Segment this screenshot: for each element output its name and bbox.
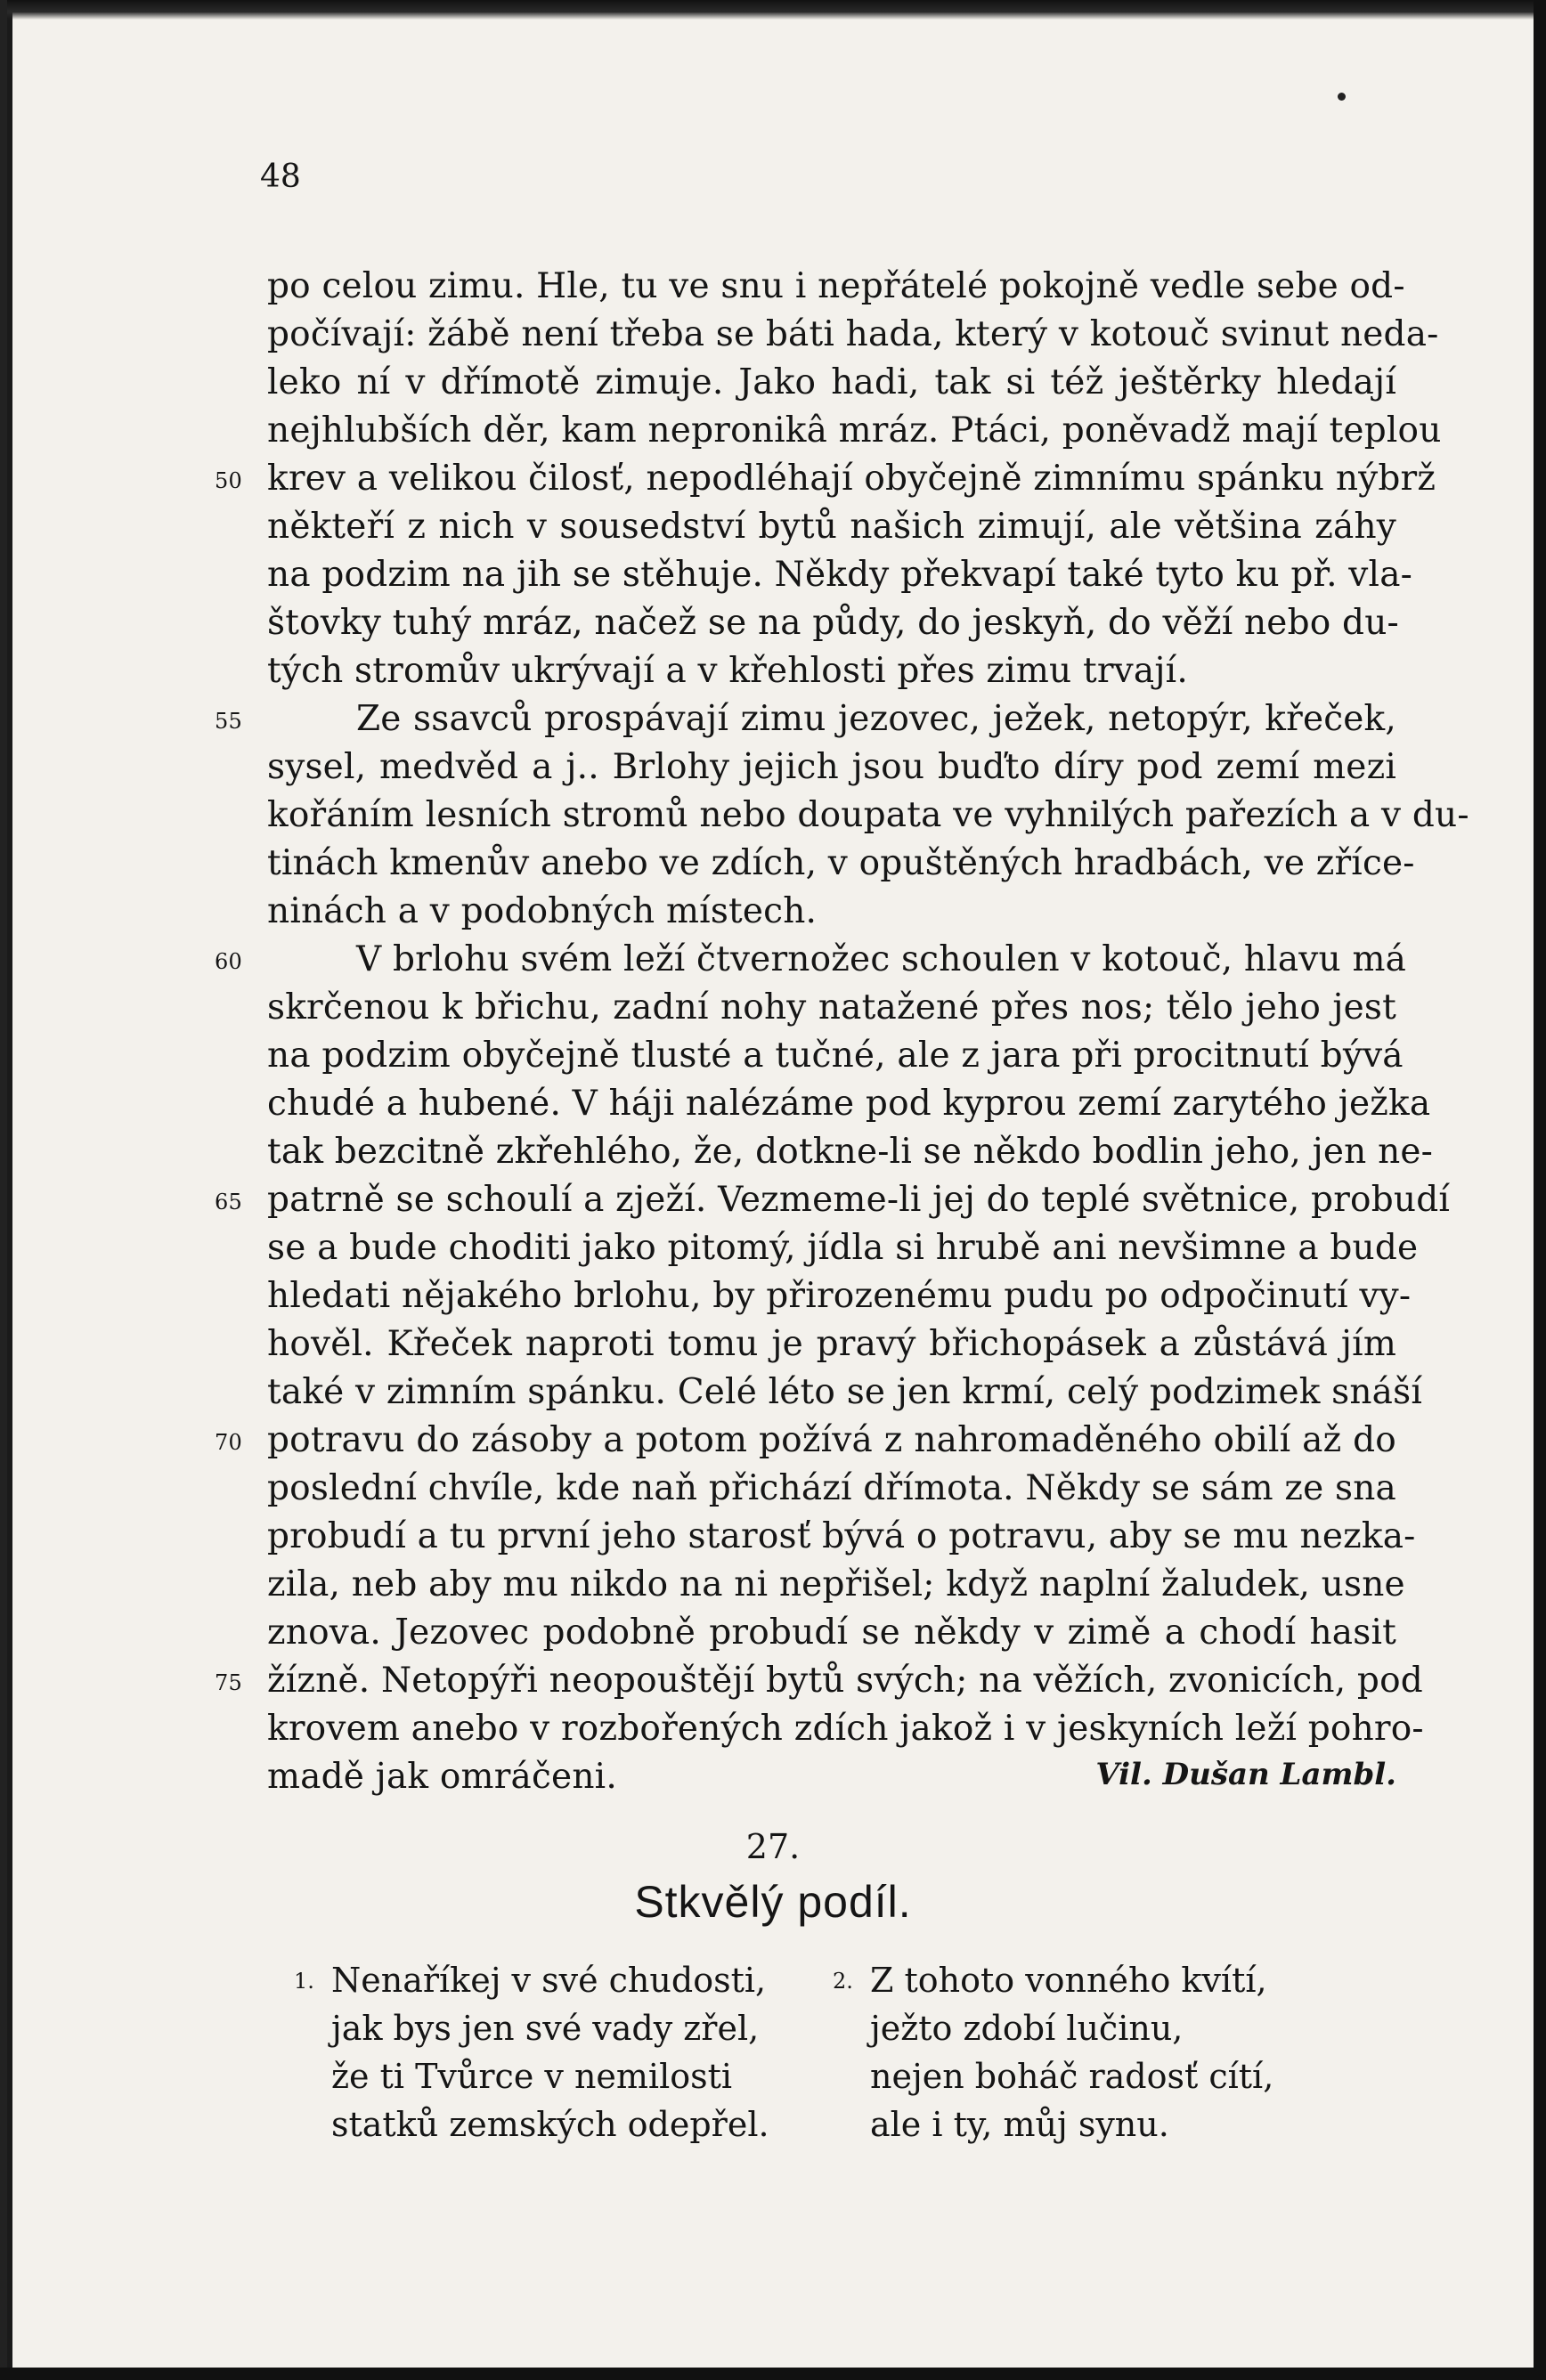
verse-line: statků zemských odepřel. (331, 2105, 769, 2144)
line-number: 50 (215, 468, 242, 493)
scan-speck (1338, 93, 1346, 101)
text-line (267, 1080, 1431, 1128)
text-line (267, 743, 1396, 792)
text-line-content: poslední chvíle, kde naň přichází dřímota. Někdy se sám ze sna (267, 1468, 1396, 1508)
text-line (267, 1128, 1434, 1176)
text-line (215, 936, 1407, 984)
text-line (215, 455, 1436, 503)
author-signature: Vil. Dušan Lambl. (1095, 1757, 1396, 1792)
text-line (267, 1032, 1404, 1080)
scan-border-top (0, 0, 1546, 20)
text-line (267, 1224, 1419, 1272)
text-line (215, 1176, 1451, 1224)
verse-line: ale i ty, můj synu. (870, 2105, 1169, 2144)
verse-line: nejen boháč radosť cítí, (870, 2057, 1274, 2096)
text-line-content: chudé a hubené. V háji nalézáme pod kyprou zemí zarytého ježka (267, 1084, 1431, 1124)
text-line-content: hledati nějakého brlohu, by přirozenému pudu po odpočinutí vy- (267, 1276, 1412, 1316)
line-number: 75 (215, 1670, 242, 1695)
text-line (267, 984, 1396, 1032)
text-line-content: V brlohu svém leží čtvernožec schoulen v kotouč, hlavu má (356, 939, 1407, 979)
text-line-content: krovem anebo v rozbořených zdích jakož i v jeskyních leží pohro- (267, 1709, 1424, 1749)
text-line-content: skrčenou k břichu, zadní nohy natažené přes nos; tělo jeho jest (267, 987, 1396, 1028)
text-line-content: žízně. Netopýři neopouštějí bytů svých; na věžích, zvonicích, pod (267, 1661, 1423, 1701)
text-line-content: po celou zimu. Hle, tu ve snu i nepřátelé pokojně vedle sebe od- (267, 266, 1405, 306)
text-line-content: znova. Jezovec podobně probudí se někdy v zimě a chodí hasit (267, 1612, 1396, 1653)
line-number: 60 (215, 949, 242, 974)
text-line (267, 647, 1396, 695)
body-text (215, 263, 1469, 1801)
verse-line: že ti Tvůrce v nemilosti (331, 2057, 733, 2096)
text-line (215, 1657, 1423, 1705)
text-line-content: tinách kmenův anebo ve zdích, v opuštěných hradbách, ve zříce- (267, 843, 1415, 883)
text-line-content: patrně se schoulí a zježí. Vezmeme-li jej do teplé světnice, probudí (267, 1180, 1451, 1220)
text-line-content: tých stromův ukrývají a v křehlosti přes zimu trvají. (267, 651, 1188, 691)
text-line-content: potravu do zásoby a potom požívá z nahromaděného obilí až do (267, 1420, 1396, 1460)
text-line (267, 407, 1442, 455)
text-line-content: tak bezcitně zkřehlého, že, dotkne-li se někdo bodlin jeho, jen ne- (267, 1132, 1434, 1172)
text-line-content: nejhlubších děr, kam nepronikâ mráz. Ptáci, poněvadž mají teplou (267, 410, 1442, 451)
text-line-content: zila, neb aby mu nikdo na ni nepřišel; když naplní žaludek, usne (267, 1564, 1405, 1604)
poem-number: 27. (745, 1827, 801, 1866)
scan-border-bottom (0, 2368, 1546, 2380)
verse-line: Nenaříkej v své chudosti, (331, 1961, 767, 2000)
text-line (267, 840, 1415, 888)
scan-border-right (1534, 0, 1546, 2380)
stanza-2 (833, 1956, 1273, 2148)
text-line (267, 503, 1396, 551)
verse-line: ježto zdobí lučinu, (870, 2009, 1184, 2048)
text-line (215, 1417, 1396, 1465)
text-line (267, 1320, 1396, 1369)
text-line (267, 1609, 1396, 1657)
text-line-content: probudí a tu první jeho starosť bývá o potravu, aby se mu nezka- (267, 1516, 1416, 1556)
text-line (267, 1513, 1416, 1561)
text-line (267, 1272, 1412, 1320)
text-line (267, 1561, 1405, 1609)
text-line (267, 311, 1439, 359)
text-line-content: krev a velikou čilosť, nepodléhají obyčejně zimnímu spánku nýbrž (267, 459, 1436, 499)
text-line-content: hověl. Křeček naproti tomu je pravý břichopásek a zůstává jím (267, 1324, 1396, 1364)
verse-line: jak bys jen své vady zřel, (331, 2009, 760, 2048)
text-line-content: štovky tuhý mráz, načež se na půdy, do jeskyň, do věží nebo du- (267, 603, 1399, 643)
text-line (267, 888, 1396, 936)
stanza-1 (294, 1956, 769, 2148)
text-line (267, 551, 1413, 599)
verse-line: Z tohoto vonného kvítí, (870, 1961, 1267, 2000)
text-line-content: leko ní v dřímotě zimuje. Jako hadi, tak si též ještěrky hledají (267, 362, 1396, 402)
text-line-content: také v zimním spánku. Celé léto se jen krmí, celý podzimek snáší (267, 1372, 1423, 1412)
text-line-content: madě jak omráčeni. (267, 1757, 617, 1797)
text-line-content: ninách a v podobných místech. (267, 891, 818, 931)
line-number: 55 (215, 709, 242, 734)
text-line (267, 1465, 1396, 1513)
stanza-number: 2. (833, 1969, 853, 1994)
text-line-content: počívají: žábě není třeba se báti hada, který v kotouč svinut neda- (267, 314, 1439, 354)
poem-title: Stkvělý podíl. (634, 1877, 912, 1927)
line-number: 65 (215, 1190, 242, 1214)
text-line (215, 695, 1396, 743)
text-line (267, 1369, 1423, 1417)
scan-border-left (0, 0, 7, 2380)
text-line-content: kořáním lesních stromů nebo doupata ve vyhnilých pařezích a v du- (267, 795, 1469, 835)
page-number: 48 (260, 158, 301, 195)
text-line (267, 599, 1399, 647)
text-line (267, 792, 1469, 840)
text-line (267, 263, 1405, 311)
text-line-content: někteří z nich v sousedství bytů našich zimují, ale většina záhy (267, 507, 1396, 547)
text-line-content: Ze ssavců prospávají zimu jezovec, ježek, netopýr, křeček, (356, 699, 1396, 739)
text-line-content: na podzim obyčejně tlusté a tučné, ale z jara při procitnutí bývá (267, 1036, 1404, 1076)
text-line-content: na podzim na jih se stěhuje. Někdy překvapí také tyto ku př. vla- (267, 555, 1413, 595)
line-number: 70 (215, 1430, 242, 1455)
stanza-number: 1. (294, 1969, 314, 1994)
text-line-content: sysel, medvěd a j.. Brlohy jejich jsou buďto díry pod zemí mezi (267, 747, 1396, 787)
text-line (267, 359, 1396, 407)
text-line (267, 1705, 1424, 1753)
text-line-content: se a bude choditi jako pitomý, jídla si hrubě ani nevšimne a bude (267, 1228, 1419, 1268)
